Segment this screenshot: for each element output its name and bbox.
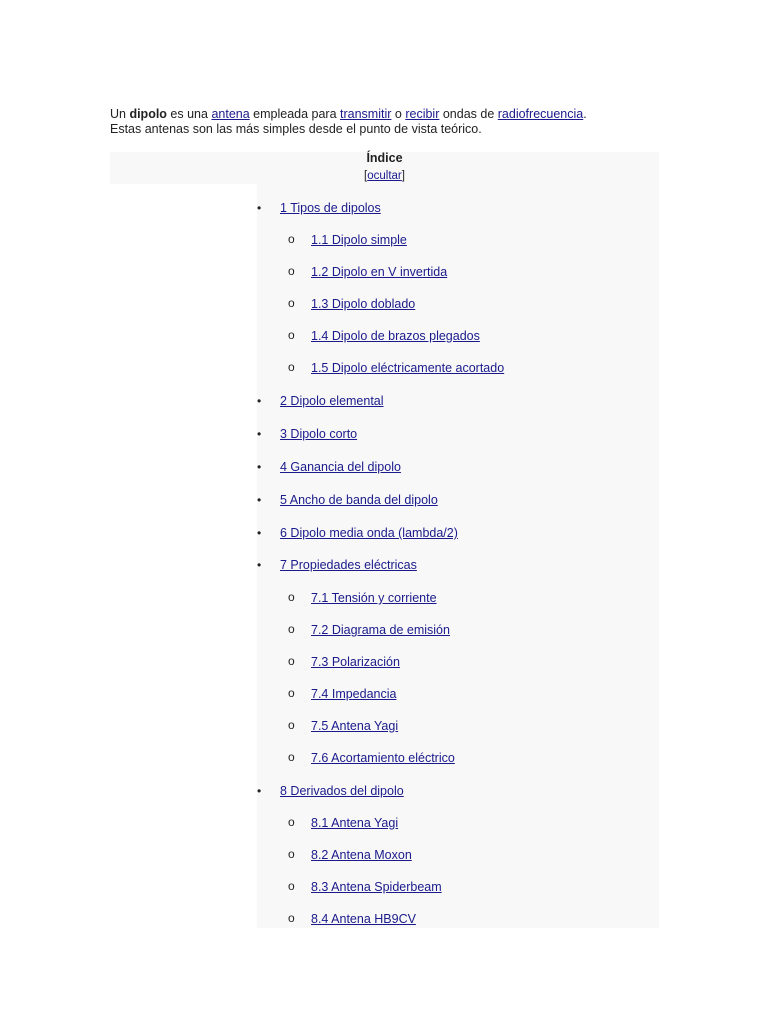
toc-toggle-bracket-close: ] — [401, 170, 405, 182]
toc-subitem-bullet: o — [288, 264, 295, 278]
toc-item-bullet: • — [257, 201, 262, 215]
toc-subitem-bullet: o — [288, 815, 295, 829]
toc-item-link[interactable]: 5 Ancho de banda del dipolo — [280, 493, 438, 507]
toc-title: Índice — [366, 151, 403, 165]
toc-subitem-bullet: o — [288, 622, 295, 636]
toc-subitem-bullet: o — [288, 686, 295, 700]
toc-item-bullet: • — [257, 526, 262, 540]
toc-subitem-link[interactable]: 7.2 Diagrama de emisión — [311, 623, 450, 637]
toc-subitem-link[interactable]: 7.6 Acortamiento eléctrico — [311, 751, 455, 765]
toc-item-bullet: • — [257, 558, 262, 572]
intro-line-2: Estas antenas son las más simples desde el punto de vista teórico. — [110, 122, 482, 136]
intro-text: o — [391, 107, 406, 121]
toc-item-link[interactable]: 2 Dipolo elemental — [280, 394, 384, 408]
link-recibir[interactable]: recibir — [405, 107, 440, 121]
toc-subitem-link[interactable]: 7.3 Polarización — [311, 655, 400, 669]
toc-subitem-link[interactable]: 7.1 Tensión y corriente — [311, 591, 437, 605]
toc-item-link[interactable]: 4 Ganancia del dipolo — [280, 460, 401, 474]
toc-item-bullet: • — [257, 784, 262, 798]
toc-item-link[interactable]: 6 Dipolo media onda (lambda/2) — [280, 526, 458, 540]
toc-subitem-link[interactable]: 8.1 Antena Yagi — [311, 816, 399, 830]
intro-text: es una — [166, 107, 212, 121]
toc-subitem-bullet: o — [288, 296, 295, 310]
toc-subitem-bullet: o — [288, 879, 295, 893]
toc-hide-link[interactable]: ocultar — [367, 170, 402, 182]
intro-text: Un — [110, 107, 130, 121]
toc-item-bullet: • — [257, 394, 262, 408]
intro-text: . — [583, 107, 587, 121]
toc-subitem-bullet: o — [288, 328, 295, 342]
toc-subitem-link[interactable]: 8.4 Antena HB9CV — [311, 912, 416, 926]
toc-item-link[interactable]: 8 Derivados del dipolo — [280, 784, 404, 798]
toc-subitem-bullet: o — [288, 654, 295, 668]
toc-subitem-link[interactable]: 1.2 Dipolo en V invertida — [311, 265, 448, 279]
intro-text: empleada para — [249, 107, 341, 121]
toc-subitem-bullet: o — [288, 232, 295, 246]
link-antena[interactable]: antena — [211, 107, 250, 121]
toc-subitem-bullet: o — [288, 718, 295, 732]
toc-subitem-link[interactable]: 8.3 Antena Spiderbeam — [311, 880, 442, 894]
toc-subitem-bullet: o — [288, 590, 295, 604]
toc-subitem-link[interactable]: 1.3 Dipolo doblado — [311, 297, 416, 311]
toc-toggle-bracket-open: [ — [364, 170, 368, 182]
toc-subitem-link[interactable]: 7.5 Antena Yagi — [311, 719, 399, 733]
link-radiofrecuencia[interactable]: radiofrecuencia — [497, 107, 584, 121]
toc-subitem-link[interactable]: 7.4 Impedancia — [311, 687, 397, 701]
link-transmitir[interactable]: transmitir — [340, 107, 392, 121]
toc-item-bullet: • — [257, 427, 262, 441]
toc-subitem-link[interactable]: 1.5 Dipolo eléctricamente acortado — [311, 361, 505, 375]
toc-subitem-bullet: o — [288, 847, 295, 861]
toc-subitem-bullet: o — [288, 750, 295, 764]
toc-item-link[interactable]: 3 Dipolo corto — [280, 427, 358, 441]
intro-text: ondas de — [439, 107, 498, 121]
intro-paragraph — [110, 107, 670, 137]
toc-subitem-link[interactable]: 1.4 Dipolo de brazos plegados — [311, 329, 480, 343]
toc-subitem-link[interactable]: 1.1 Dipolo simple — [311, 233, 407, 247]
toc-item-link[interactable]: 7 Propiedades eléctricas — [280, 558, 417, 572]
toc-subitem-bullet: o — [288, 911, 295, 925]
toc-item-link[interactable]: 1 Tipos de dipolos — [280, 201, 381, 215]
toc-toggle — [110, 170, 659, 182]
toc-subitem-link[interactable]: 8.2 Antena Moxon — [311, 848, 412, 862]
toc-subitem-bullet: o — [288, 360, 295, 374]
toc-item-bullet: • — [257, 493, 262, 507]
toc-item-bullet: • — [257, 460, 262, 474]
term-dipolo: dipolo — [129, 107, 167, 121]
